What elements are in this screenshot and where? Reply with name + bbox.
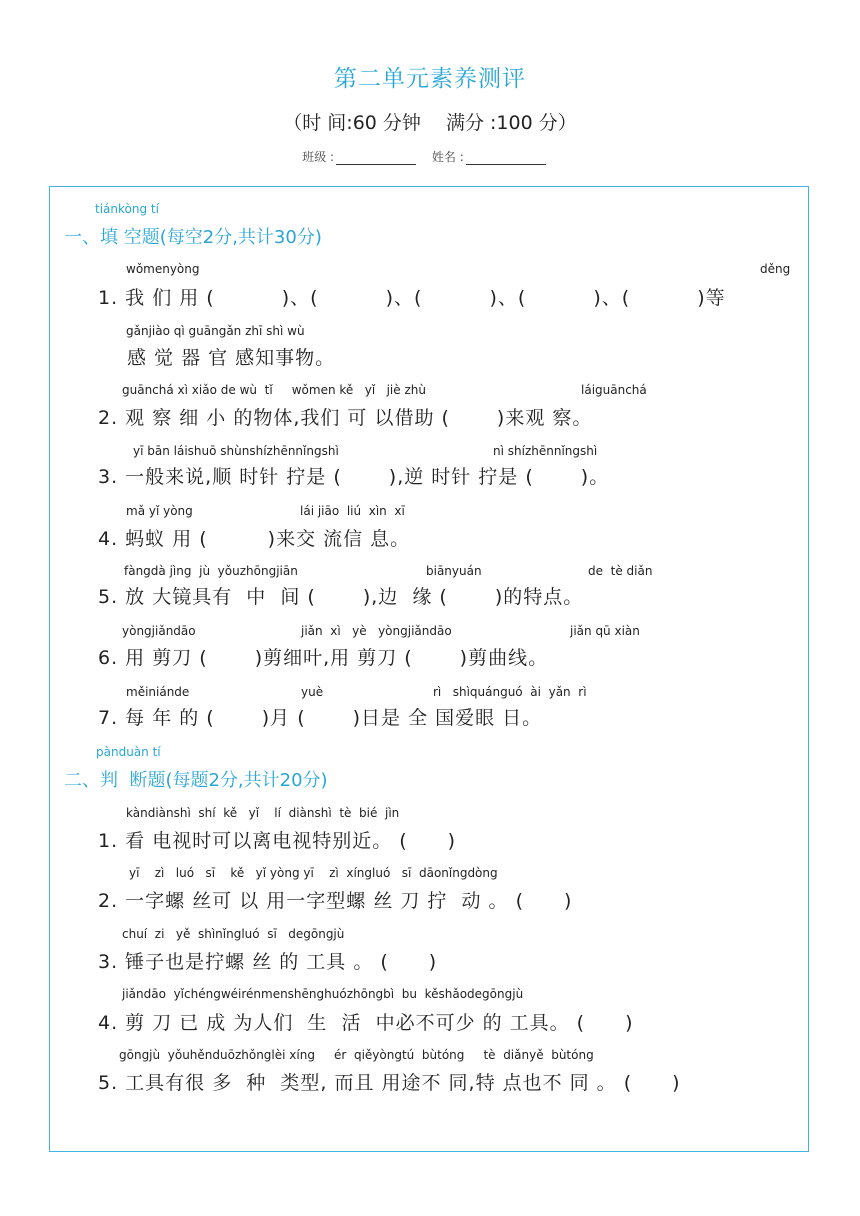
name-label: 姓名 : xyxy=(431,150,464,164)
q6-pinyin: yòngjiǎndāo xyxy=(122,624,196,638)
student-info xyxy=(0,148,860,165)
q7-pinyin: měiniánde xyxy=(126,685,190,699)
q4-text: 4. 蚂蚁 用 ( )来交 流信 息。 xyxy=(98,528,411,550)
class-blank[interactable] xyxy=(336,152,416,165)
q7-pinyin-mid: yuè xyxy=(301,685,324,699)
q2-pinyin: guānchá xì xiǎo de wù tǐ wǒmen kě yǐ jiè zhù xyxy=(122,383,426,397)
judge-q2-pinyin: yī zì luó sī kě yǐ yòng yī zì xíngluó sī dāonǐngdòng xyxy=(129,866,498,880)
q5-pinyin-end: de tè diǎn xyxy=(588,564,653,578)
judge-q1-pinyin: kàndiànshì shí kě yǐ lí diànshì tè bié jìn xyxy=(126,806,400,820)
q5-pinyin: fàngdà jìng jù yǒuzhōngjiān xyxy=(124,564,298,578)
judge-q4-text: 4. 剪 刀 已 成 为人们 生 活 中必不可少 的 工具。 ( ) xyxy=(98,1012,634,1034)
judge-q2-text: 2. 一字螺 丝可 以 用一字型螺 丝 刀 拧 动 。 ( ) xyxy=(98,890,573,912)
class-label: 班级 : xyxy=(302,150,335,164)
page-title: 第二单元素养测评 xyxy=(334,66,526,92)
judge-q3-pinyin: chuí zi yě shìnǐngluó sī degōngjù xyxy=(122,927,345,941)
judge-q5-pinyin: gōngjù yǒuhěnduōzhǒnglèi xíng ér qiěyòngtú bùtóng tè diǎnyě bùtóng xyxy=(119,1048,594,1062)
q7-pinyin-end: rì shìquánguó ài yǎn rì xyxy=(433,685,587,699)
exam-info: （时 间:60 分钟 满分 :100 分） xyxy=(283,112,577,134)
name-blank[interactable] xyxy=(466,152,546,165)
q5-text: 5. 放 大镜具有 中 间 ( ),边 缘 ( )的特点。 xyxy=(98,586,584,608)
q5-pinyin-mid: biānyuán xyxy=(426,564,482,578)
q3-text: 3. 一般来说,顺 时针 拧是 ( ),逆 时针 拧是 ( )。 xyxy=(98,466,610,488)
q1-pinyin-2: gǎnjiào qì guāngǎn zhī shì wù xyxy=(126,324,305,338)
section1-heading: 一、填 空题(每空2分,共计30分) xyxy=(64,227,322,248)
q4-pinyin: mǎ yǐ yòng xyxy=(126,504,193,518)
q3-pinyin-end: nì shízhēnnǐngshì xyxy=(493,444,598,458)
q6-pinyin-mid: jiǎn xì yè yòngjiǎndāo xyxy=(301,624,452,638)
q7-text: 7. 每 年 的 ( )月 ( )日是 全 国爱眼 日。 xyxy=(98,707,543,729)
q2-pinyin-end: láiguānchá xyxy=(581,383,647,397)
q1-text: 1. 我 们 用 ( )、( )、( )、( )、( )等 xyxy=(98,287,726,309)
q6-pinyin-end: jiǎn qū xiàn xyxy=(570,624,640,638)
judge-q1-text: 1. 看 电视时可以离电视特别近。 ( ) xyxy=(98,830,457,852)
judge-q4-pinyin: jiǎndāo yǐchéngwéirénmenshēnghuózhōngbì bu kěshǎodegōngjù xyxy=(122,987,524,1001)
judge-q3-text: 3. 锤子也是拧螺 丝 的 工具 。 ( ) xyxy=(98,951,438,973)
section2-heading: 二、判 断题(每题2分,共计20分) xyxy=(64,770,328,791)
q3-pinyin: yī bān láishuō shùnshízhēnnǐngshì xyxy=(133,444,339,458)
q1-pinyin: wǒmenyòng xyxy=(126,262,200,276)
q1-text-2: 感 觉 器 官 感知事物。 xyxy=(127,347,336,369)
q2-text: 2. 观 察 细 小 的物体,我们 可 以借助 ( )来观 察。 xyxy=(98,407,593,429)
section1-pinyin: tiánkòng tí xyxy=(95,202,159,216)
judge-q5-text: 5. 工具有很 多 种 类型, 而且 用途不 同,特 点也不 同 。 ( ) xyxy=(98,1072,681,1094)
q6-text: 6. 用 剪刀 ( )剪细叶,用 剪刀 ( )剪曲线。 xyxy=(98,647,549,669)
q1-pinyin-end: děng xyxy=(760,262,791,276)
q4-pinyin-end: lái jiāo liú xìn xī xyxy=(300,504,405,518)
section2-pinyin: pànduàn tí xyxy=(96,745,161,759)
